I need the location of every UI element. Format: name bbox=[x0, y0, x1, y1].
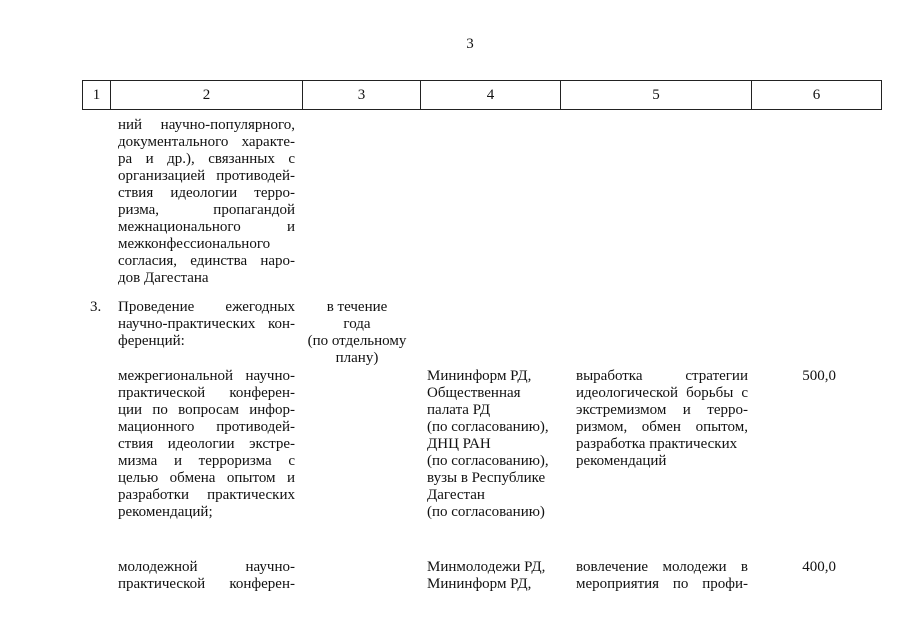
subitem-text bbox=[118, 559, 295, 593]
text-line: Общественная bbox=[427, 385, 521, 401]
subitem-text bbox=[118, 368, 295, 521]
text-line: межрегиональной научно- bbox=[118, 368, 295, 384]
text-line: идеологической борьбы с bbox=[576, 385, 748, 401]
text-line: плану) bbox=[335, 350, 379, 366]
text-line: согласия, единства наро- bbox=[118, 253, 295, 269]
table-header-row bbox=[82, 80, 882, 110]
text-line: вузы в Республике bbox=[427, 470, 546, 486]
text-line: Мининформ РД, bbox=[427, 368, 532, 384]
text-line: (по согласованию), bbox=[427, 419, 549, 435]
text-line: Дагестан bbox=[427, 487, 485, 503]
subitem-executors bbox=[427, 368, 559, 521]
text-line: рекомендаций bbox=[576, 453, 667, 469]
header-col-2: 2 bbox=[111, 81, 303, 109]
text-line: практической конферен- bbox=[118, 385, 295, 401]
text-line: рекомендаций; bbox=[118, 504, 213, 520]
item-period bbox=[302, 299, 412, 367]
text-line: Проведение ежегодных bbox=[118, 299, 295, 315]
text-line: документального характе- bbox=[118, 134, 295, 150]
text-line: (по согласованию) bbox=[427, 504, 545, 520]
text-line: молодежной научно- bbox=[118, 559, 295, 575]
text-line: экстремизмом и терро- bbox=[576, 402, 748, 418]
item-title bbox=[118, 299, 295, 350]
text-line: ризма, пропагандой bbox=[118, 202, 295, 218]
text-line: (по отдельному bbox=[307, 333, 407, 349]
text-line: мизма и терроризма с bbox=[118, 453, 295, 469]
text-line: ференций: bbox=[118, 333, 185, 349]
text-line: ции по вопросам инфор- bbox=[118, 402, 295, 418]
subitem-amount: 400,0 bbox=[802, 559, 836, 575]
header-col-3: 3 bbox=[303, 81, 421, 109]
text-line: года bbox=[343, 316, 371, 332]
item-number: 3. bbox=[90, 299, 102, 315]
text-line: Минмолодежи РД, bbox=[427, 559, 546, 575]
text-line: ра и др.), связанных с bbox=[118, 151, 295, 167]
text-line: разработки практических bbox=[118, 487, 295, 503]
text-line: ний научно-популярного, bbox=[118, 117, 295, 133]
continued-activity-text bbox=[118, 117, 295, 287]
subitem-amount: 500,0 bbox=[802, 368, 836, 384]
subitem-result bbox=[576, 368, 748, 470]
header-col-6: 6 bbox=[752, 81, 882, 109]
text-line: межконфессионального bbox=[118, 236, 271, 252]
text-line: (по согласованию), bbox=[427, 453, 549, 469]
text-line: научно-практических кон- bbox=[118, 316, 295, 332]
text-line: целью обмена опытом и bbox=[118, 470, 295, 486]
text-line: ствия идеологии экстре- bbox=[118, 436, 295, 452]
text-line: мероприятия по профи- bbox=[576, 576, 748, 592]
header-col-4: 4 bbox=[421, 81, 561, 109]
text-line: мационного противодей- bbox=[118, 419, 295, 435]
text-line: ствия идеологии терро- bbox=[118, 185, 295, 201]
text-line: ризмом, обмен опытом, bbox=[576, 419, 748, 435]
text-line: межнационального и bbox=[118, 219, 295, 235]
text-line: в течение bbox=[326, 299, 388, 315]
header-col-1: 1 bbox=[83, 81, 111, 109]
subitem-executors bbox=[427, 559, 559, 593]
text-line: организацией противодей- bbox=[118, 168, 295, 184]
text-line: разработка практических bbox=[576, 436, 738, 452]
text-line: дов Дагестана bbox=[118, 270, 209, 286]
text-line: ДНЦ РАН bbox=[427, 436, 491, 452]
text-line: выработка стратегии bbox=[576, 368, 748, 384]
subitem-result bbox=[576, 559, 748, 593]
page-number: 3 bbox=[466, 36, 474, 52]
text-line: практической конферен- bbox=[118, 576, 295, 592]
text-line: палата РД bbox=[427, 402, 491, 418]
header-col-5: 5 bbox=[561, 81, 752, 109]
text-line: вовлечение молодежи в bbox=[576, 559, 748, 575]
text-line: Мининформ РД, bbox=[427, 576, 532, 592]
